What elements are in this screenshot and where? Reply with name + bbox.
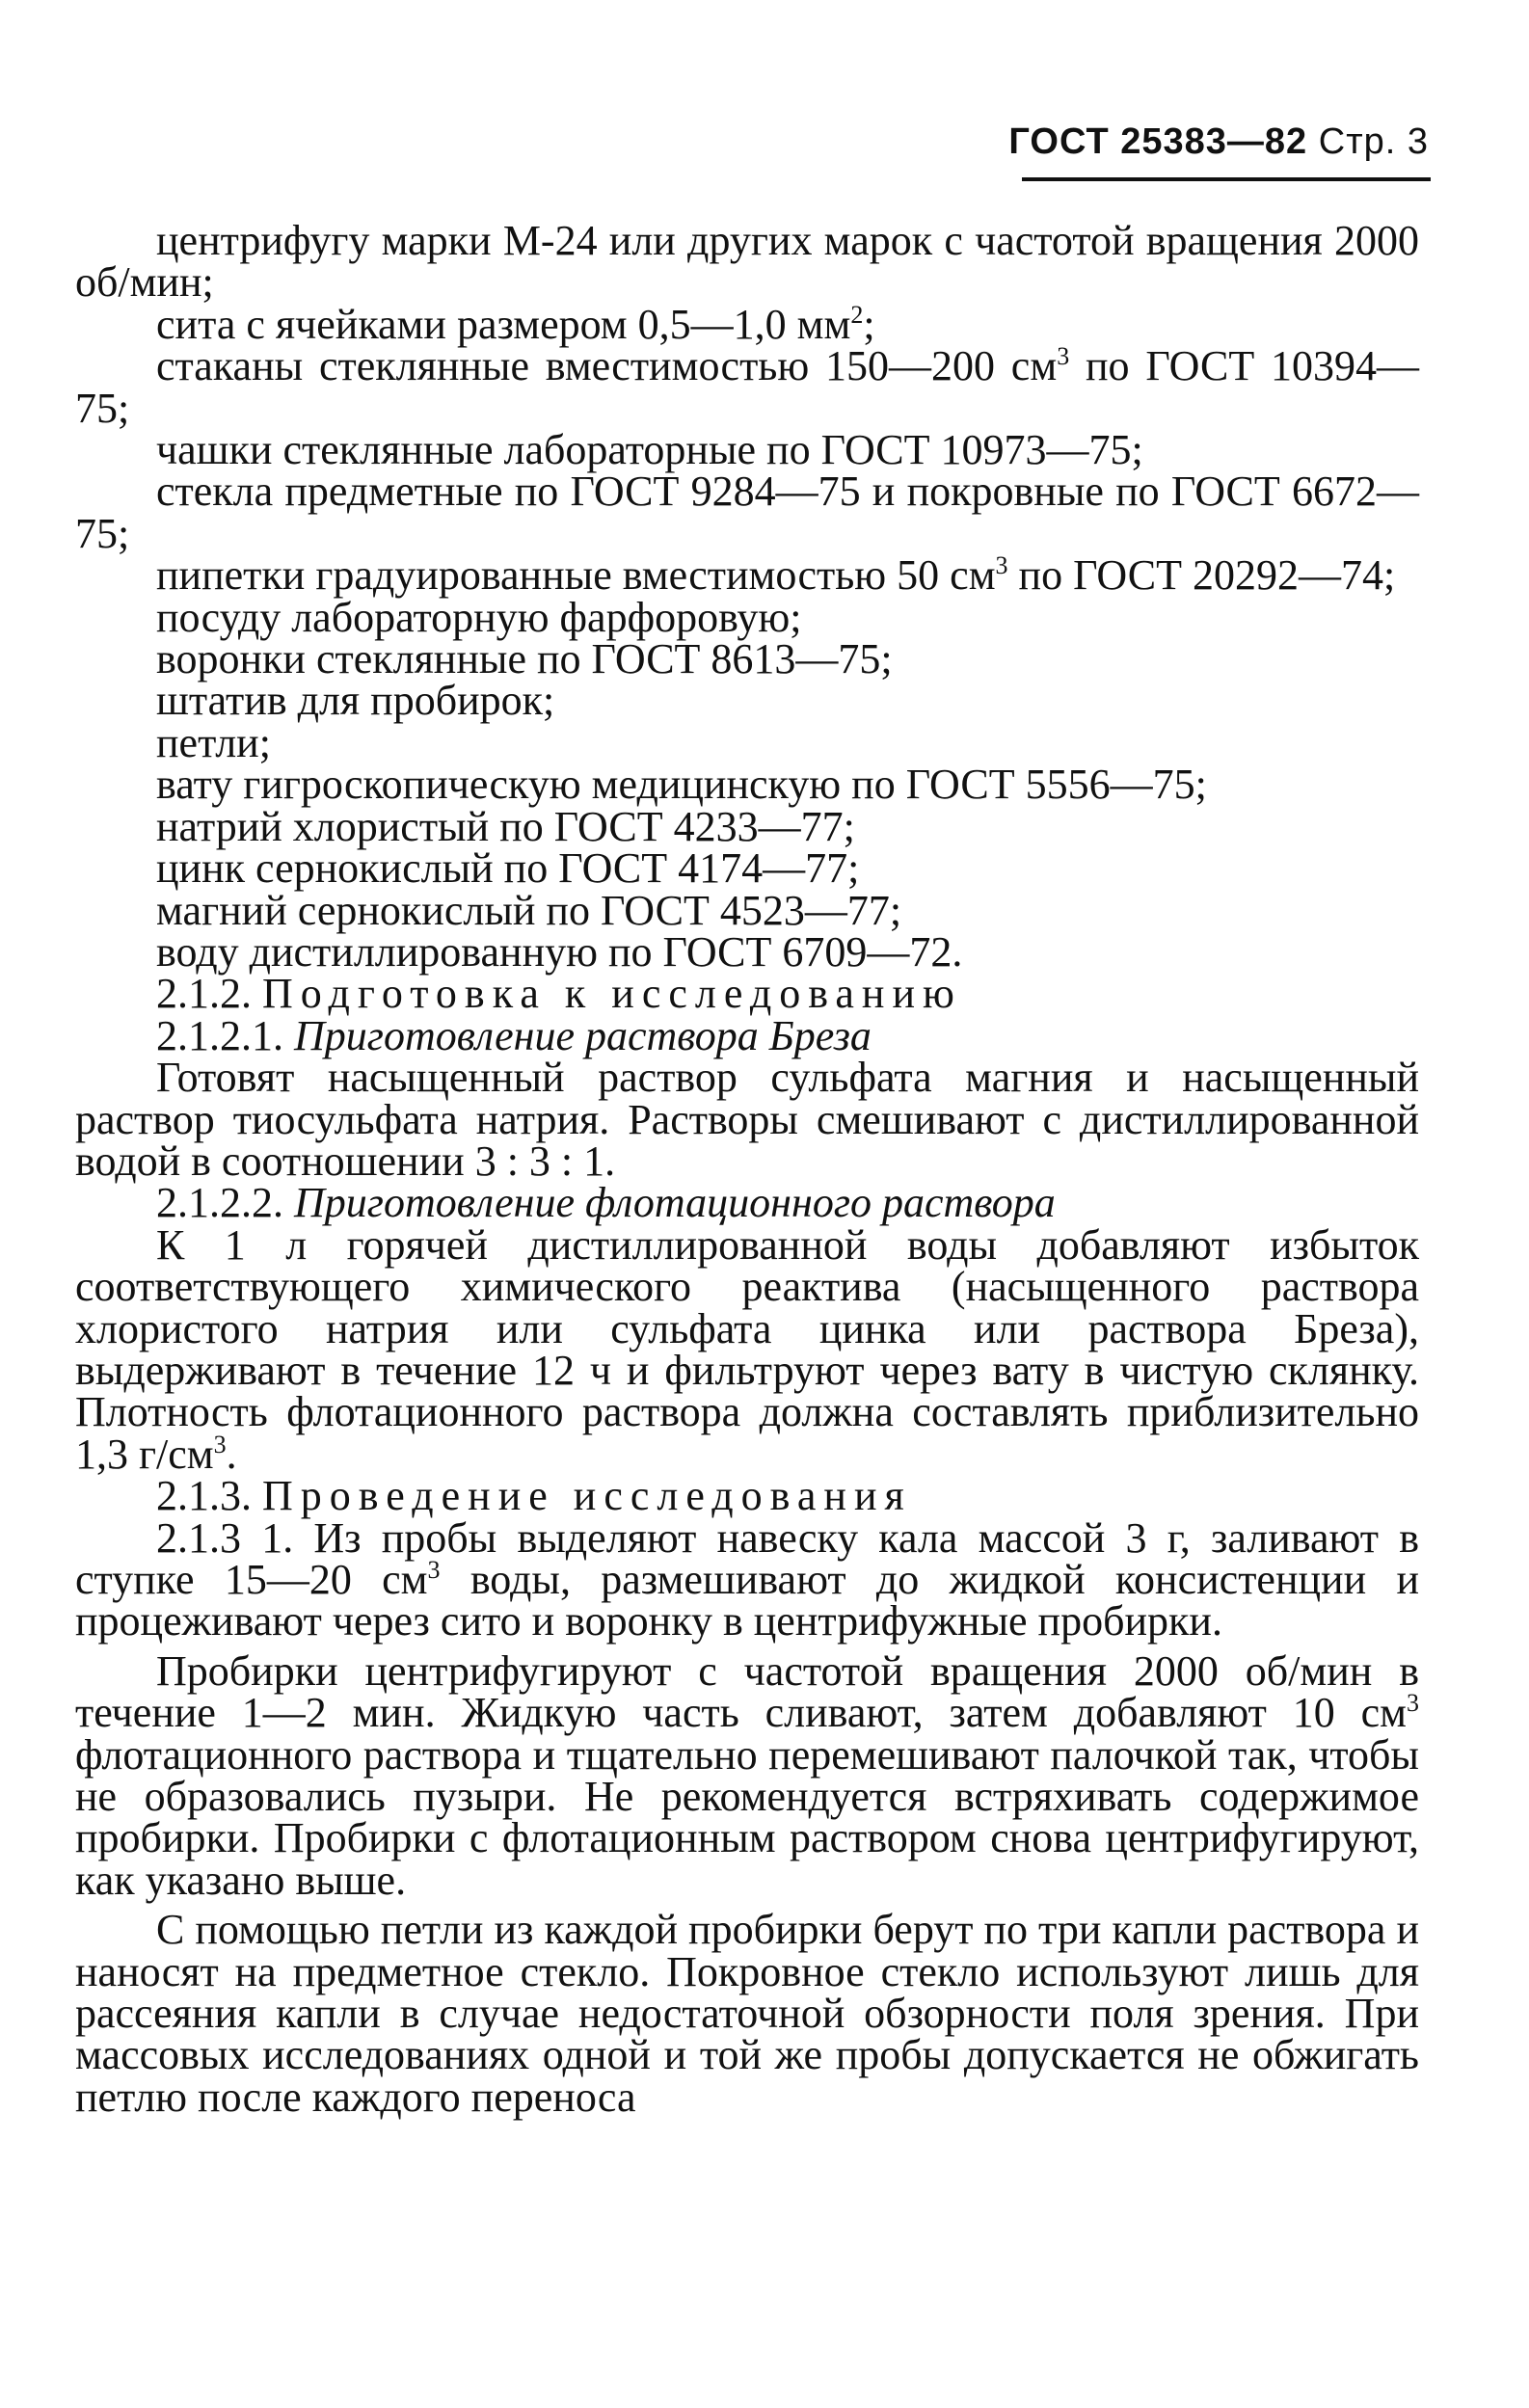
paragraph-text: Готовят насыщенный раствор сульфата магния и насыщенный раствор тиосульфата натрия. Растворы смешивают с дистиллированной водой в соотношении 3 : 3 : 1. <box>75 1054 1419 1185</box>
section-number: 2.1.2.2. <box>156 1179 283 1227</box>
list-item-rack <box>75 677 1419 725</box>
list-item-distilled-water <box>75 927 1419 976</box>
superscript: 2 <box>850 300 864 329</box>
list-item-text: цинк сернокислый по ГОСТ 4174—77; <box>156 844 860 893</box>
list-item-sieves <box>75 300 1419 348</box>
header-rule <box>1022 177 1431 181</box>
paragraph-loop-sampling <box>75 1906 1419 2121</box>
list-item-text: чашки стеклянные лабораторные по ГОСТ 10973—75; <box>156 426 1143 474</box>
section-number: 2.1.2. <box>156 970 252 1018</box>
section-number: 2.1.3. <box>156 1472 252 1520</box>
paragraph-flotation-solution <box>75 1220 1419 1478</box>
list-item-text: воду дистиллированную по ГОСТ 6709—72. <box>156 927 963 976</box>
page-number: Стр. 3 <box>1318 121 1429 162</box>
superscript: 3 <box>1057 342 1070 371</box>
section-number: 2.1.2.1. <box>156 1011 283 1059</box>
list-item-centrifuge <box>75 217 1419 307</box>
list-item-text: натрий хлористый по ГОСТ 4233—77; <box>156 802 855 850</box>
paragraph-centrifugation <box>75 1646 1419 1904</box>
section-title: Проведение исследования <box>262 1472 912 1520</box>
paragraph-text: . <box>226 1430 237 1478</box>
list-item-text: по ГОСТ 10394—75; <box>75 342 1419 432</box>
list-item-funnels <box>75 635 1419 683</box>
list-item-text: магний сернокислый по ГОСТ 4523—77; <box>156 886 902 934</box>
list-item-cotton <box>75 761 1419 809</box>
list-item-dishes <box>75 426 1419 474</box>
superscript: 3 <box>1407 1689 1419 1718</box>
list-item-text: штатив для пробирок; <box>156 677 555 725</box>
list-item-slides <box>75 468 1419 557</box>
page-header <box>1008 121 1429 163</box>
section-heading-2-1-2-1 <box>75 1011 1419 1059</box>
list-item-beakers <box>75 342 1419 432</box>
list-item-magnesium-sulfate <box>75 886 1419 934</box>
section-title: Приготовление флотационного раствора <box>294 1179 1056 1227</box>
paragraph-text: К 1 л горячей дистиллированной воды добавляют избыток соответствующего химического реактива (насыщенного раствора хлористого натрия или сульфата цинка или раствора Бреза), выдерживают в течение 12 ч и фильтруют через вату в чистую склянку. Плотность флотационного раствора должна составлять приблизительно 1,3 г/см <box>75 1220 1419 1478</box>
section-title: Приготовление раствора Бреза <box>294 1011 872 1059</box>
list-item-text: воронки стеклянные по ГОСТ 8613—75; <box>156 635 893 683</box>
document-body <box>75 217 1419 2121</box>
superscript: 3 <box>427 1556 441 1584</box>
section-heading-2-1-2 <box>75 970 1419 1018</box>
section-heading-2-1-3 <box>75 1472 1419 1520</box>
paragraph-sample-prep <box>75 1513 1419 1645</box>
superscript: 3 <box>995 551 1008 580</box>
list-item-loops <box>75 718 1419 766</box>
section-title: Подготовка к исследованию <box>262 970 962 1018</box>
list-item-text: центрифугу марки М-24 или других марок с частотой вращения 2000 об/мин; <box>75 217 1419 307</box>
list-item-text: посуду лабораторную фарфоровую; <box>156 593 802 641</box>
paragraph-text: флотационного раствора и тщательно перемешивают палочкой так, чтобы не образовались пузыри. Не рекомендуется встряхивать содержимое пробирки. Пробирки с флотационным раствором снова центрифугируют, как указано выше. <box>75 1730 1419 1904</box>
section-heading-2-1-2-2 <box>75 1179 1419 1227</box>
list-item-text: пипетки градуированные вместимостью 50 см <box>156 551 996 600</box>
paragraph-text: С помощью петли из каждой пробирки берут по три капли раствора и наносят на предметное стекло. Покровное стекло используют лишь для рассеяния капли в случае недостаточной обзорности поля зрения. При массовых исследованиях одной и той же пробы допускается не обжигать петлю после каждого переноса <box>75 1906 1419 2121</box>
list-item-text: по ГОСТ 20292—74; <box>1007 551 1396 600</box>
list-item-text: сита с ячейками размером 0,5—1,0 мм <box>156 300 851 348</box>
list-item-text: ; <box>863 300 875 348</box>
paragraph-text: 2.1.3 1. Из пробы выделяют навеску кала массой 3 г, заливают в ступке 15—20 см <box>75 1513 1419 1603</box>
paragraph-breza-solution <box>75 1054 1419 1185</box>
list-item-text: петли; <box>156 718 271 766</box>
list-item-text: стекла предметные по ГОСТ 9284—75 и покровные по ГОСТ 6672—75; <box>75 468 1419 557</box>
list-item-pipettes <box>75 551 1419 600</box>
standard-number: ГОСТ 25383—82 <box>1008 121 1308 162</box>
list-item-text: вату гигроскопическую медицинскую по ГОСТ 5556—75; <box>156 761 1207 809</box>
superscript: 3 <box>213 1430 227 1458</box>
paragraph-text: Пробирки центрифугируют с частотой вращения 2000 об/мин в течение 1—2 мин. Жидкую часть сливают, затем добавляют 10 см <box>75 1646 1419 1737</box>
list-item-text: стаканы стеклянные вместимостью 150—200 см <box>156 342 1058 390</box>
paragraph-text: воды, размешивают до жидкой консистенции и процеживают через сито и воронку в центрифужные пробирки. <box>75 1556 1419 1645</box>
list-item-porcelain <box>75 593 1419 641</box>
list-item-zinc-sulfate <box>75 844 1419 893</box>
list-item-sodium-chloride <box>75 802 1419 850</box>
